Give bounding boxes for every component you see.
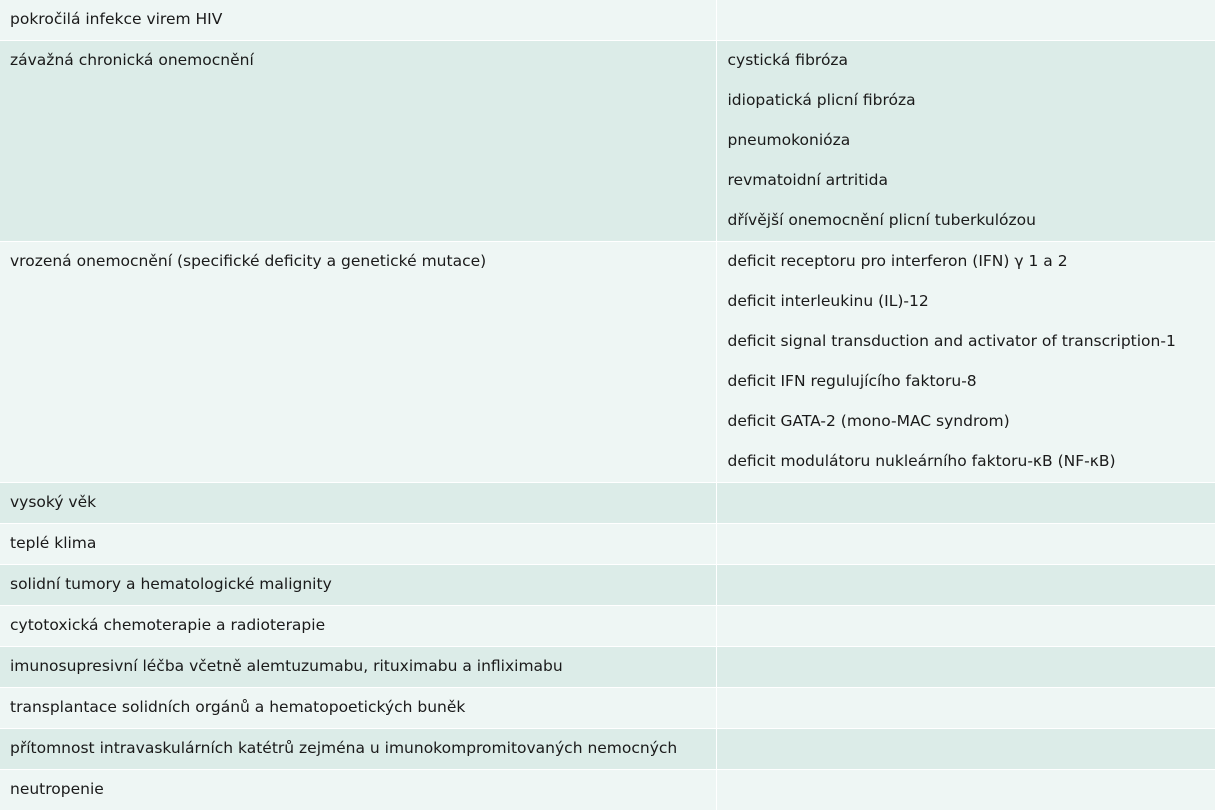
row-detail-item <box>728 647 1215 687</box>
row-detail-cell <box>716 41 1215 242</box>
row-detail-item: deficit receptoru pro interferon (IFN) γ 1 a 2 <box>728 242 1215 282</box>
row-detail-item: cystická fibróza <box>728 41 1215 81</box>
row-factor-label: vrozená onemocnění (specifické deficity a genetické mutace) <box>10 242 716 282</box>
row-factor-cell <box>0 647 716 688</box>
row-detail-item: deficit signal transduction and activator of transcription-1 <box>728 322 1215 362</box>
table-row <box>0 688 1215 729</box>
row-detail-item <box>728 770 1215 810</box>
table-row <box>0 647 1215 688</box>
row-detail-item: deficit GATA-2 (mono-MAC syndrom) <box>728 402 1215 442</box>
row-detail-item <box>728 0 1215 40</box>
row-factor-cell <box>0 729 716 770</box>
row-factor-cell <box>0 41 716 242</box>
row-detail-item <box>728 606 1215 646</box>
row-factor-label: přítomnost intravaskulárních katétrů zejména u imunokompromitovaných nemocných <box>10 729 716 769</box>
row-factor-label: solidní tumory a hematologické malignity <box>10 565 716 605</box>
row-detail-cell <box>716 483 1215 524</box>
row-detail-cell <box>716 524 1215 565</box>
row-detail-item <box>728 565 1215 605</box>
table-row <box>0 41 1215 242</box>
table-row <box>0 729 1215 770</box>
row-detail-item <box>728 483 1215 523</box>
row-factor-label: neutropenie <box>10 770 716 810</box>
row-factor-label: závažná chronická onemocnění <box>10 41 716 81</box>
row-detail-item: deficit interleukinu (IL)-12 <box>728 282 1215 322</box>
table-row <box>0 565 1215 606</box>
row-factor-label: cytotoxická chemoterapie a radioterapie <box>10 606 716 646</box>
row-factor-label: transplantace solidních orgánů a hematopoetických buněk <box>10 688 716 728</box>
row-detail-cell <box>716 606 1215 647</box>
row-detail-cell <box>716 565 1215 606</box>
row-factor-label: teplé klima <box>10 524 716 564</box>
row-detail-item: pneumokonióza <box>728 121 1215 161</box>
row-detail-item <box>728 729 1215 769</box>
row-detail-item: idiopatická plicní fibróza <box>728 81 1215 121</box>
row-factor-cell <box>0 0 716 41</box>
table-row <box>0 524 1215 565</box>
row-detail-item: deficit IFN regulujícího faktoru-8 <box>728 362 1215 402</box>
row-factor-cell <box>0 606 716 647</box>
row-detail-item: dřívější onemocnění plicní tuberkulózou <box>728 201 1215 241</box>
row-detail-item: deficit modulátoru nukleárního faktoru-κB (NF-κB) <box>728 442 1215 482</box>
row-factor-cell <box>0 242 716 483</box>
row-detail-cell <box>716 770 1215 811</box>
row-factor-label: imunosupresivní léčba včetně alemtuzumabu, rituximabu a infliximabu <box>10 647 716 687</box>
table-row <box>0 606 1215 647</box>
table-row <box>0 242 1215 483</box>
row-factor-cell <box>0 688 716 729</box>
row-factor-label: vysoký věk <box>10 483 716 523</box>
row-detail-cell <box>716 729 1215 770</box>
row-detail-item: revmatoidní artritida <box>728 161 1215 201</box>
row-detail-item <box>728 688 1215 728</box>
row-factor-cell <box>0 770 716 811</box>
table-row <box>0 0 1215 41</box>
row-factor-label: pokročilá infekce virem HIV <box>10 0 716 40</box>
row-factor-cell <box>0 565 716 606</box>
table-row <box>0 770 1215 811</box>
row-detail-cell <box>716 688 1215 729</box>
row-detail-item <box>728 524 1215 564</box>
row-detail-cell <box>716 0 1215 41</box>
row-detail-cell <box>716 242 1215 483</box>
table-row <box>0 483 1215 524</box>
row-factor-cell <box>0 483 716 524</box>
row-factor-cell <box>0 524 716 565</box>
row-detail-cell <box>716 647 1215 688</box>
